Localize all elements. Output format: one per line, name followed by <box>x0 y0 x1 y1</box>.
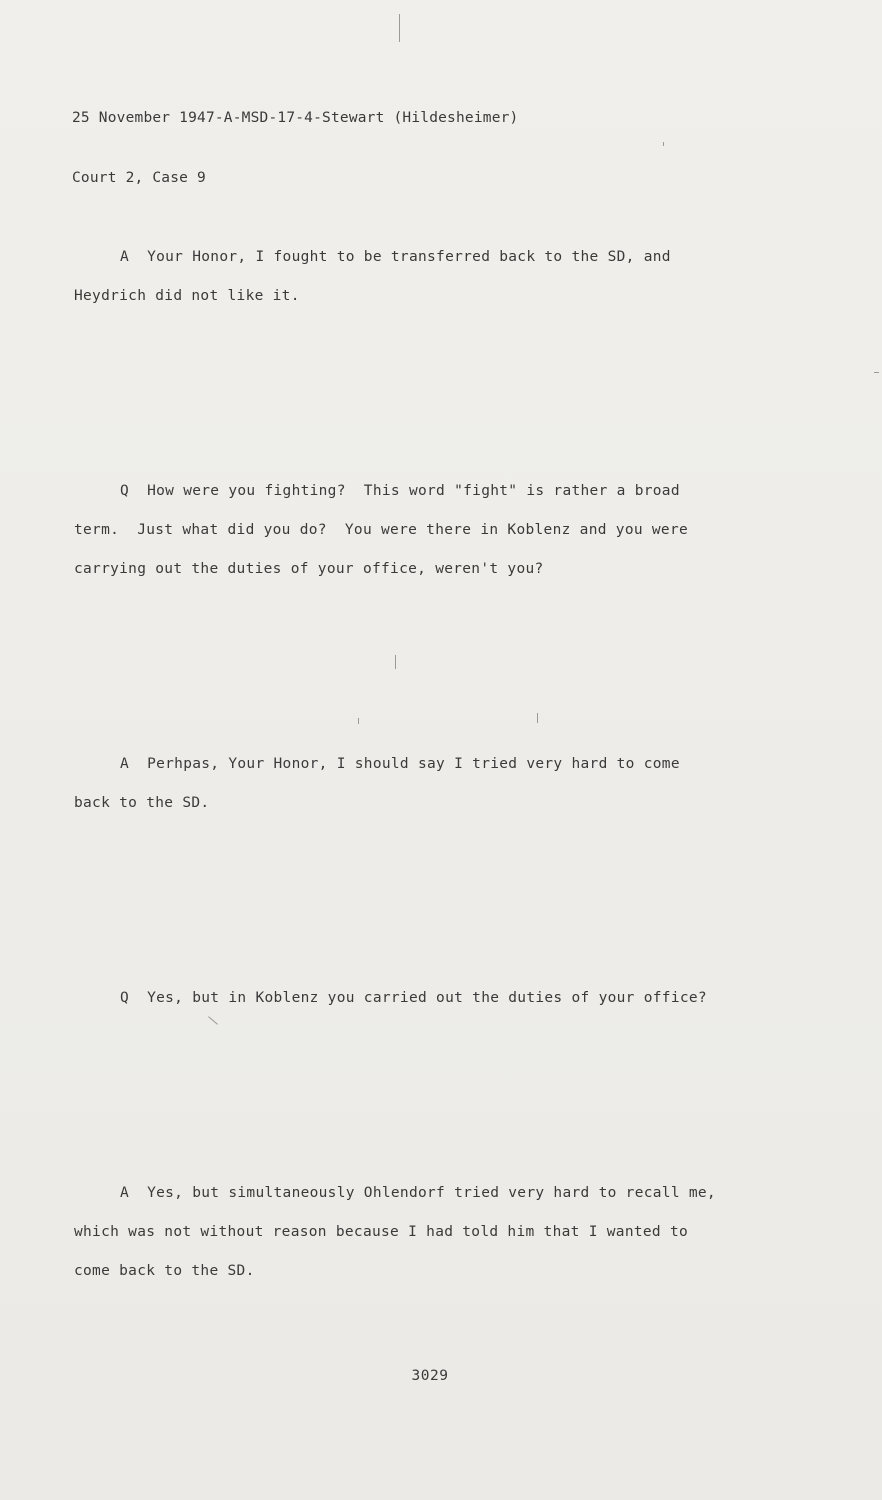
paragraph-continuation: Heydrich did not like it. <box>74 288 300 304</box>
transcript-paragraph <box>74 394 774 667</box>
paragraph-continuation: term. Just what did you do? You were there in Koblenz and you were carrying out the duties of your office, weren't you? <box>74 522 689 577</box>
transcript-paragraph <box>74 901 774 1096</box>
transcript-paragraph <box>74 1096 774 1369</box>
paragraph-first-line: A Perhpas, Your Honor, I should say I tried very hard to come <box>120 756 680 772</box>
transcript-body <box>74 160 774 1369</box>
paragraph-continuation: which was not without reason because I had told him that I wanted to come back to the SD. <box>74 1224 689 1279</box>
paragraph-first-line: A Yes, but simultaneously Ohlendorf tried very hard to recall me, <box>120 1185 716 1201</box>
transcript-paragraph <box>74 160 774 394</box>
scan-mark <box>874 372 879 373</box>
paragraph-first-line: A Your Honor, I fought to be transferred back to the SD, and <box>120 249 671 265</box>
page-number: 3029 <box>411 1368 449 1384</box>
header-date-line: 25 November 1947-A-MSD-17-4-Stewart (Hildesheimer) <box>72 110 519 126</box>
paragraph-continuation: back to the SD. <box>74 795 210 811</box>
scan-mark <box>399 14 400 42</box>
scan-mark <box>663 142 664 146</box>
paragraph-first-line: Q Yes, but in Koblenz you carried out the duties of your office? <box>120 990 707 1006</box>
paragraph-first-line: Q How were you fighting? This word "fight" is rather a broad <box>120 483 680 499</box>
header-court-line: Court 2, Case 9 <box>72 170 206 186</box>
transcript-paragraph <box>74 667 774 901</box>
